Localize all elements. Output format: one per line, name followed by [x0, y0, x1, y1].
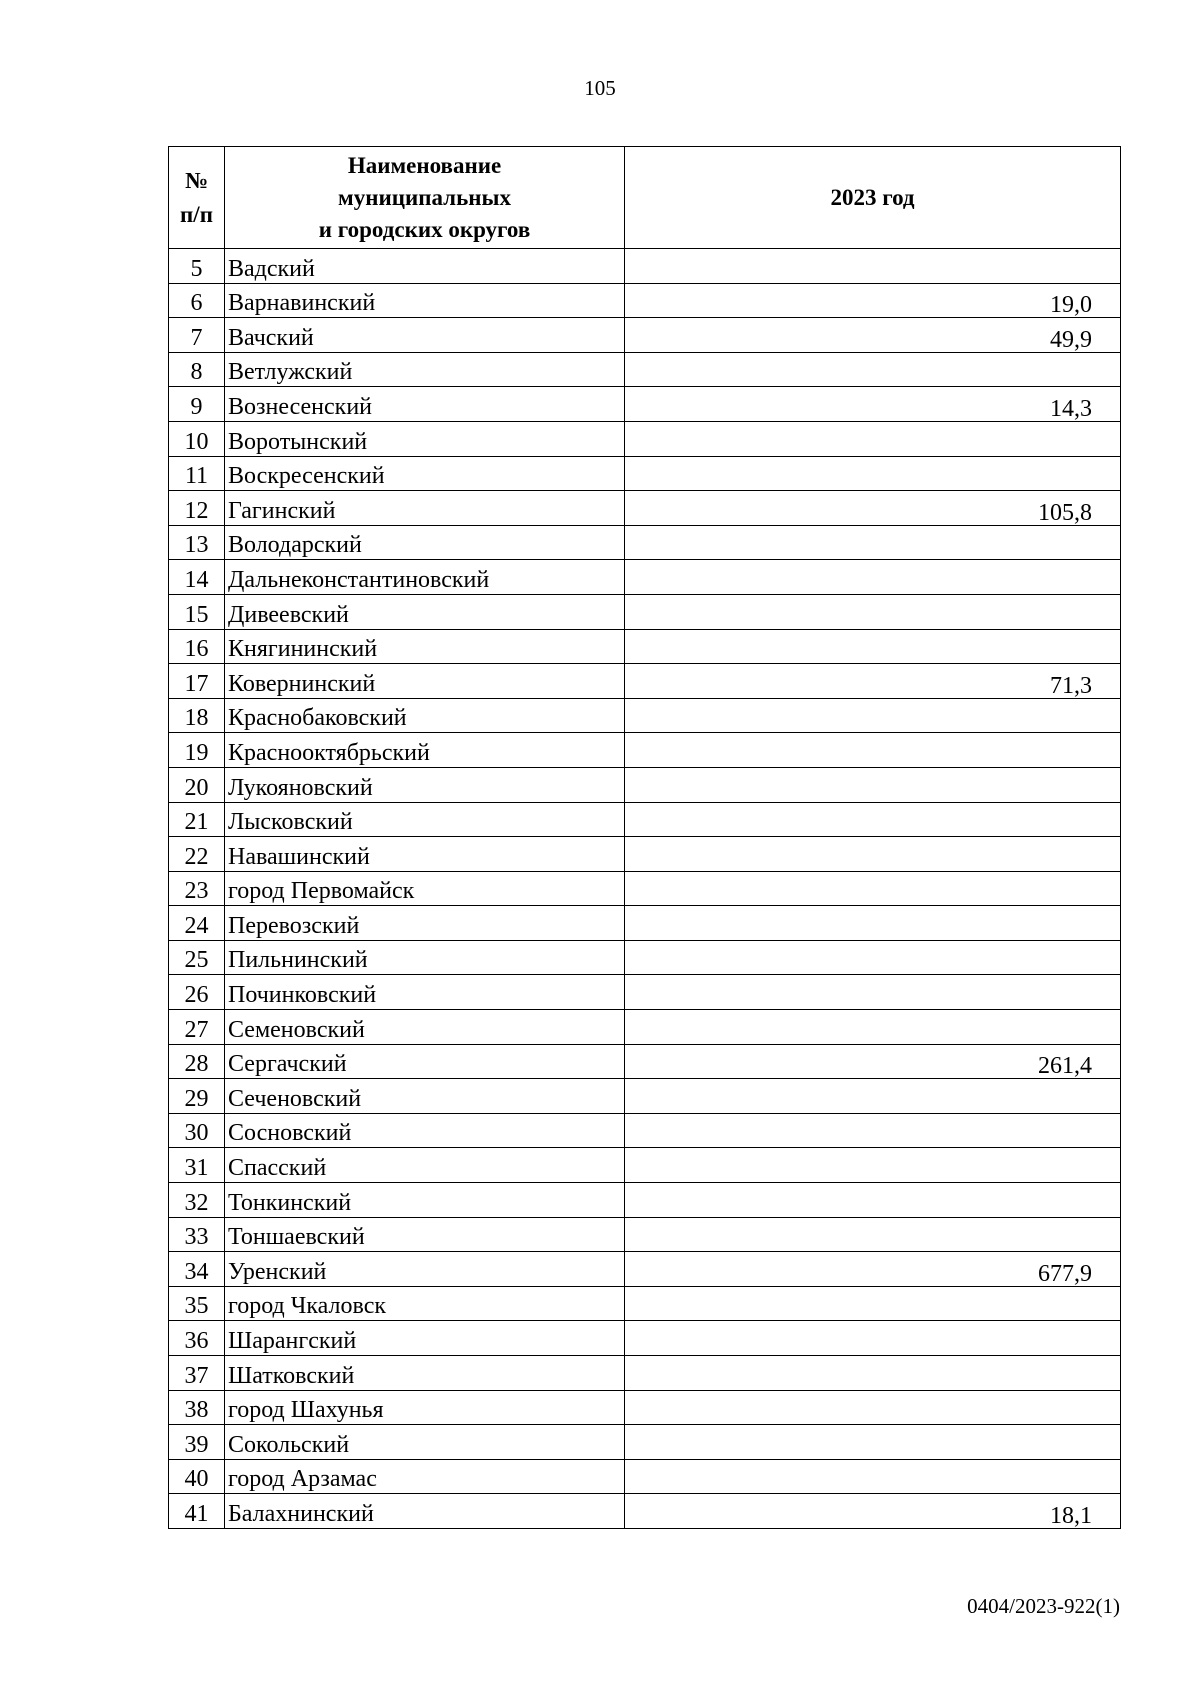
- document-code: 0404/2023-922(1): [967, 1594, 1120, 1618]
- value-2023: [625, 975, 1121, 1010]
- table-row: [169, 1494, 1121, 1529]
- table-row: [169, 387, 1121, 422]
- row-number: 27: [169, 1010, 225, 1045]
- table-row: [169, 421, 1121, 456]
- value-2023: [625, 1321, 1121, 1356]
- row-number: 29: [169, 1079, 225, 1114]
- municipality-name: Сеченовский: [225, 1079, 625, 1114]
- value-2023: 105,8: [625, 491, 1121, 526]
- row-number: 10: [169, 421, 225, 456]
- value-2023: [625, 698, 1121, 733]
- row-number: 6: [169, 283, 225, 318]
- table-row: [169, 560, 1121, 595]
- table-row: [169, 629, 1121, 664]
- municipality-name: Вознесенский: [225, 387, 625, 422]
- value-2023: [625, 1390, 1121, 1425]
- table-row: [169, 837, 1121, 872]
- row-number: 13: [169, 525, 225, 560]
- row-number: 18: [169, 698, 225, 733]
- value-2023: [625, 906, 1121, 941]
- municipality-name: Воротынский: [225, 421, 625, 456]
- table-row: [169, 249, 1121, 284]
- row-number: 38: [169, 1390, 225, 1425]
- municipality-name: Перевозский: [225, 906, 625, 941]
- row-number: 32: [169, 1183, 225, 1218]
- row-number: 35: [169, 1286, 225, 1321]
- municipality-name: Уренский: [225, 1252, 625, 1287]
- municipality-name: Лысковский: [225, 802, 625, 837]
- table-row: [169, 871, 1121, 906]
- row-number: 9: [169, 387, 225, 422]
- value-2023: 18,1: [625, 1494, 1121, 1529]
- row-number: 34: [169, 1252, 225, 1287]
- table-row: [169, 1390, 1121, 1425]
- header-name: [225, 147, 625, 249]
- row-number: 19: [169, 733, 225, 768]
- value-2023: 677,9: [625, 1252, 1121, 1287]
- value-2023: [625, 560, 1121, 595]
- table-row: [169, 975, 1121, 1010]
- value-2023: [625, 629, 1121, 664]
- table-row: [169, 1459, 1121, 1494]
- municipality-name: Варнавинский: [225, 283, 625, 318]
- row-number: 23: [169, 871, 225, 906]
- value-2023: 14,3: [625, 387, 1121, 422]
- value-2023: [625, 1010, 1121, 1045]
- municipality-name: Шатковский: [225, 1356, 625, 1391]
- row-number: 26: [169, 975, 225, 1010]
- value-2023: [625, 940, 1121, 975]
- header-number-line: п/п: [180, 201, 213, 227]
- row-number: 30: [169, 1113, 225, 1148]
- table-row: [169, 1321, 1121, 1356]
- municipality-name: Спасский: [225, 1148, 625, 1183]
- row-number: 39: [169, 1425, 225, 1460]
- table-row: [169, 1010, 1121, 1045]
- value-2023: [625, 1148, 1121, 1183]
- municipality-name: Княгининский: [225, 629, 625, 664]
- municipality-name: Тоншаевский: [225, 1217, 625, 1252]
- header-name-line: и городских округов: [318, 216, 531, 242]
- row-number: 12: [169, 491, 225, 526]
- value-2023: [625, 1217, 1121, 1252]
- table-row: [169, 1079, 1121, 1114]
- row-number: 8: [169, 352, 225, 387]
- row-number: 16: [169, 629, 225, 664]
- header-number-line: №: [184, 167, 209, 193]
- row-number: 21: [169, 802, 225, 837]
- municipality-name: Краснооктябрьский: [225, 733, 625, 768]
- municipality-name: город Первомайск: [225, 871, 625, 906]
- row-number: 5: [169, 249, 225, 284]
- table-row: [169, 1217, 1121, 1252]
- page-number: 105: [584, 76, 616, 100]
- row-number: 11: [169, 456, 225, 491]
- value-2023: [625, 1183, 1121, 1218]
- value-2023: [625, 594, 1121, 629]
- municipality-name: Балахнинский: [225, 1494, 625, 1529]
- header-number: [169, 147, 225, 249]
- municipality-name: Сергачский: [225, 1044, 625, 1079]
- header-row: [169, 147, 1121, 249]
- header-name-line: Наименование: [347, 152, 502, 178]
- row-number: 33: [169, 1217, 225, 1252]
- row-number: 25: [169, 940, 225, 975]
- row-number: 17: [169, 664, 225, 699]
- value-2023: 261,4: [625, 1044, 1121, 1079]
- municipality-name: Починковский: [225, 975, 625, 1010]
- value-2023: [625, 1425, 1121, 1460]
- row-number: 14: [169, 560, 225, 595]
- municipality-name: город Чкаловск: [225, 1286, 625, 1321]
- row-number: 37: [169, 1356, 225, 1391]
- municipality-name: Навашинский: [225, 837, 625, 872]
- municipality-name: Воскресенский: [225, 456, 625, 491]
- table-row: [169, 1113, 1121, 1148]
- row-number: 31: [169, 1148, 225, 1183]
- value-2023: [625, 1459, 1121, 1494]
- table-row: [169, 1148, 1121, 1183]
- table-row: [169, 283, 1121, 318]
- municipality-name: Ветлужский: [225, 352, 625, 387]
- table-row: [169, 1252, 1121, 1287]
- table-row: [169, 352, 1121, 387]
- table-header: [169, 147, 1121, 249]
- municipality-name: Гагинский: [225, 491, 625, 526]
- row-number: 40: [169, 1459, 225, 1494]
- table-row: [169, 318, 1121, 353]
- municipality-name: город Арзамас: [225, 1459, 625, 1494]
- table-row: [169, 733, 1121, 768]
- table-row: [169, 906, 1121, 941]
- municipality-name: Сосновский: [225, 1113, 625, 1148]
- municipality-name: Семеновский: [225, 1010, 625, 1045]
- table-row: [169, 1183, 1121, 1218]
- row-number: 15: [169, 594, 225, 629]
- table-row: [169, 802, 1121, 837]
- municipality-name: Краснобаковский: [225, 698, 625, 733]
- municipality-name: Сокольский: [225, 1425, 625, 1460]
- table-row: [169, 1356, 1121, 1391]
- municipality-name: Володарский: [225, 525, 625, 560]
- value-2023: [625, 767, 1121, 802]
- municipality-name: Дальнеконстантиновский: [225, 560, 625, 595]
- row-number: 41: [169, 1494, 225, 1529]
- table-row: [169, 456, 1121, 491]
- row-number: 24: [169, 906, 225, 941]
- municipal-data-table: [168, 146, 1121, 1529]
- table-body: [169, 249, 1121, 1529]
- header-year: 2023 год: [625, 147, 1121, 249]
- municipality-name: Пильнинский: [225, 940, 625, 975]
- value-2023: [625, 352, 1121, 387]
- table-row: [169, 1286, 1121, 1321]
- table-row: [169, 525, 1121, 560]
- municipality-name: Шарангский: [225, 1321, 625, 1356]
- value-2023: [625, 733, 1121, 768]
- table-row: [169, 940, 1121, 975]
- row-number: 7: [169, 318, 225, 353]
- row-number: 20: [169, 767, 225, 802]
- value-2023: [625, 1113, 1121, 1148]
- row-number: 22: [169, 837, 225, 872]
- value-2023: 71,3: [625, 664, 1121, 699]
- row-number: 36: [169, 1321, 225, 1356]
- municipality-name: Дивеевский: [225, 594, 625, 629]
- value-2023: [625, 871, 1121, 906]
- table-row: [169, 594, 1121, 629]
- value-2023: [625, 802, 1121, 837]
- header-name-line: муниципальных: [338, 184, 511, 210]
- table-row: [169, 664, 1121, 699]
- value-2023: [625, 1079, 1121, 1114]
- value-2023: [625, 1356, 1121, 1391]
- value-2023: [625, 525, 1121, 560]
- value-2023: [625, 249, 1121, 284]
- table-row: [169, 698, 1121, 733]
- municipality-name: Тонкинский: [225, 1183, 625, 1218]
- value-2023: 49,9: [625, 318, 1121, 353]
- value-2023: 19,0: [625, 283, 1121, 318]
- table-row: [169, 1044, 1121, 1079]
- table-row: [169, 767, 1121, 802]
- value-2023: [625, 421, 1121, 456]
- municipality-name: Ковернинский: [225, 664, 625, 699]
- table-row: [169, 1425, 1121, 1460]
- value-2023: [625, 456, 1121, 491]
- row-number: 28: [169, 1044, 225, 1079]
- municipality-name: Вачский: [225, 318, 625, 353]
- table-row: [169, 491, 1121, 526]
- municipality-name: Лукояновский: [225, 767, 625, 802]
- municipality-name: город Шахунья: [225, 1390, 625, 1425]
- value-2023: [625, 837, 1121, 872]
- value-2023: [625, 1286, 1121, 1321]
- municipality-name: Вадский: [225, 249, 625, 284]
